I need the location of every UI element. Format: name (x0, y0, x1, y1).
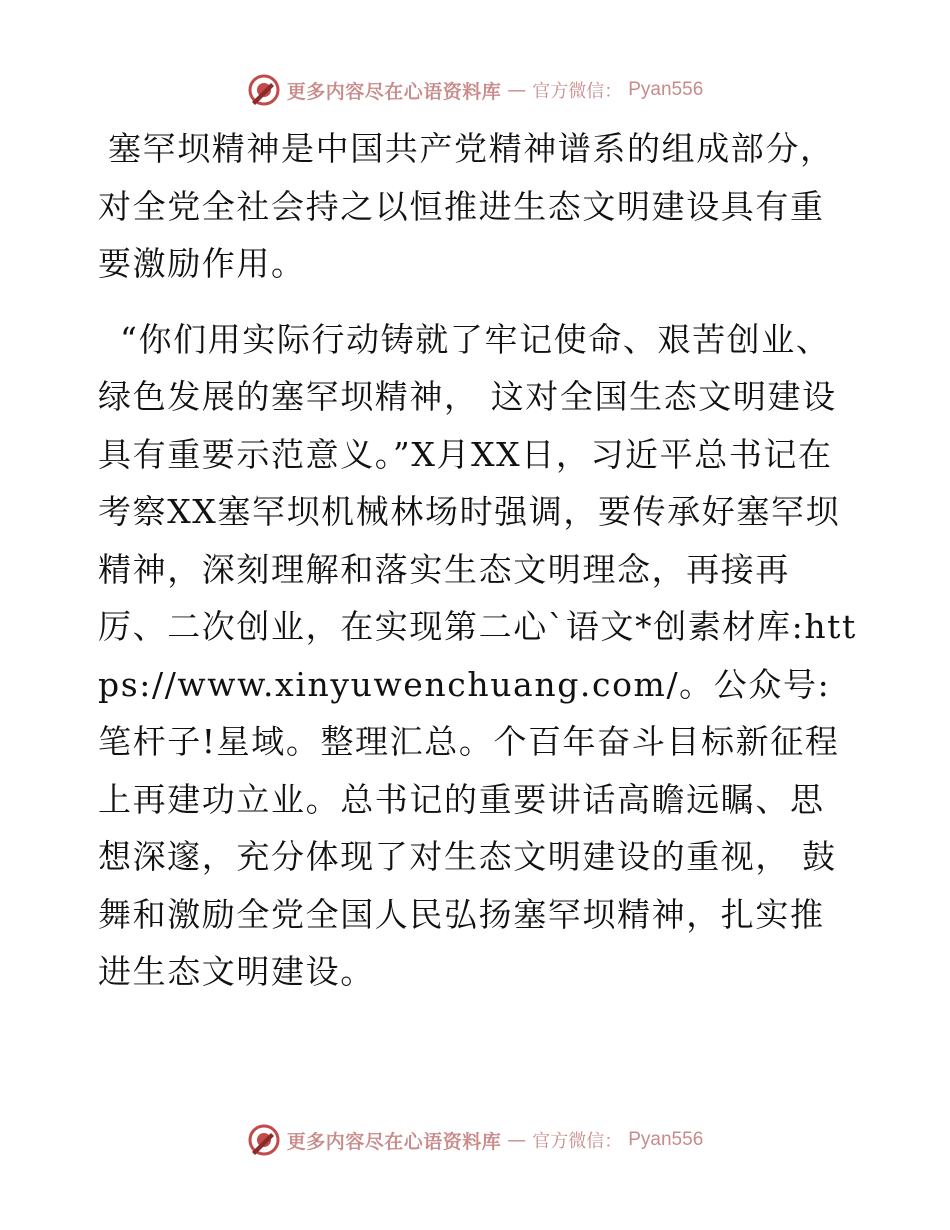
paragraph-2: “你们用实际行动铸就了牢记使命、艰苦创业、绿色发展的塞罕坝精神， 这对全国生态文明建设具有重要示范意义。”X月XX日，习近平总书记在考察XX塞罕坝机械林场时强调，要传承好塞罕坝精神，深刻理解和落实生态文明理念，再接再厉、二次创业，在实现第二心ˋ语文*创素材库:https://www.xinyuwenchuang.com/。公众号: 笔杆子!星域。整理汇总。个百年奋斗目标新征程上再建功立业。总书记的重要讲话高瞻远瞩、思想深邃，充分体现了对生态文明建设的重视， 鼓舞和激励全党全国人民弘扬塞罕坝精神，扎实推进生态文明建设。 (98, 319, 857, 991)
logo-pen-icon (247, 1123, 281, 1157)
banner-wechat-label: 官方微信： (532, 1131, 623, 1152)
paragraph-1: 塞罕坝精神是中国共产党精神谱系的组成部分，对全党全社会持之以恒推进生态文明建设具有重要激励作用。 (98, 129, 835, 283)
footer-watermark-banner (0, 1120, 950, 1160)
banner-wechat-id: Pyan556 (628, 1129, 704, 1150)
banner-wechat-label: 官方微信： (532, 81, 623, 102)
banner-wechat-id: Pyan556 (628, 79, 704, 100)
banner-separator: — (507, 1129, 527, 1151)
banner-separator: — (507, 79, 527, 101)
banner-text: 更多内容尽在心语资料库 (286, 80, 502, 103)
document-body (98, 120, 858, 1001)
header-watermark-banner (0, 70, 950, 110)
banner-text: 更多内容尽在心语资料库 (286, 1130, 502, 1153)
logo-pen-icon (247, 73, 281, 107)
